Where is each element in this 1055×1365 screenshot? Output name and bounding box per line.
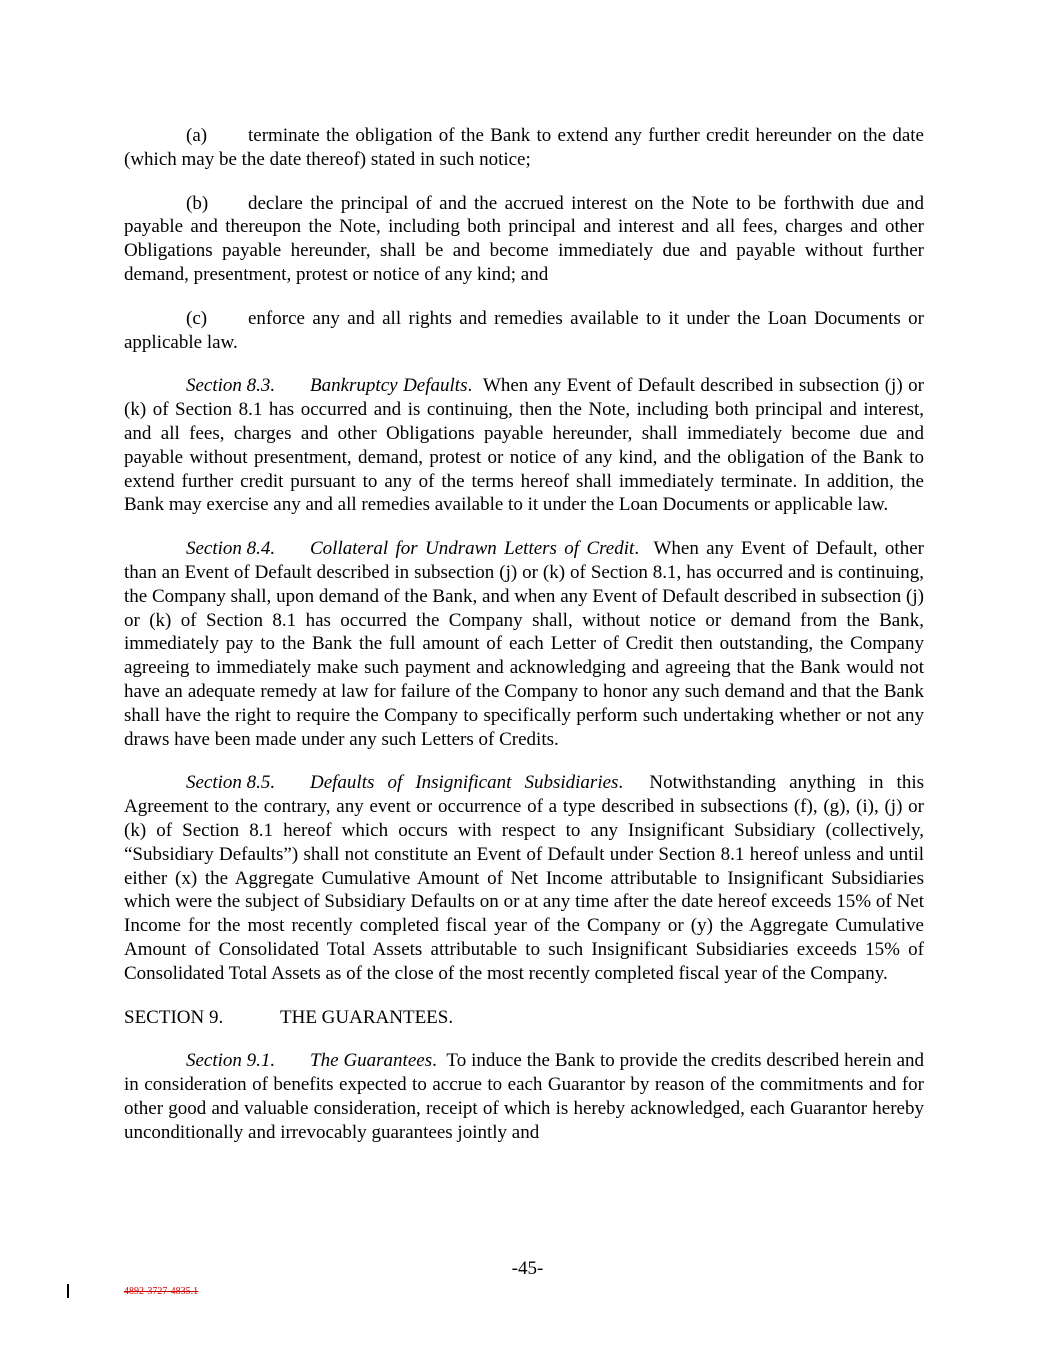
page-number: -45- [511,1258,544,1279]
section-title: Defaults of Insignificant Subsidiaries [310,772,619,794]
document-body [124,124,924,1164]
clause-label: (b) [186,192,209,214]
section-text: When any Event of Default, other than an Event of Default described in subsection (j) or (k) of Section 8.1, has occurred and is continuing, the Company shall, upon demand of the Bank, and when any Event of Default described in subsection (j) or (k) of Section 8.1 has occurred the Company shall, without notice or demand from the Bank, immediately pay to the Bank the full amount of each Letter of Credit then outstanding, the Company agreeing to immediately make such payment and acknowledging and agreeing that the Bank would not have an adequate remedy at law for failure of the Company to honor any such demand and that the Bank shall have the right to require the Company to specifically perform such undertaking whether or not any draws have been made under any such Letters of Credits. [124,538,924,750]
section-number: Section 9.1. [186,1050,276,1072]
section-text: Notwithstanding anything in this Agreement to the contrary, any event or occurrence of a type described in subsections (f), (g), (i), (j) or (k) of Section 8.1 hereof which occurs with respect to any Insignificant Subsidiary (collectively, “Subsidiary Defaults”) shall not constitute an Event of Default under Section 8.1 hereof unless and until either (x) the Aggregate Cumulative Amount of Net Income attributable to Insignificant Subsidiaries which were the subject of Subsidiary Defaults on or at any time after the date hereof exceeds 15% of Net Income for the most recently completed fiscal year of the Company or (y) the Aggregate Cumulative Amount of Consolidated Total Assets attributable to such Insignificant Subsidiaries exceeds 15% of Consolidated Total Assets as of the close of the most recently completed fiscal year of the Company. [124,772,924,984]
clause-text: enforce any and all rights and remedies available to it under the Loan Documents or applicable law. [124,307,924,353]
section-text: To induce the Bank to provide the credits described herein and in consideration of benefits expected to accrue to each Guarantor by reason of the commitments and for other good and valuable consideration, receipt of which is hereby acknowledged, each Guarantor hereby unconditionally and irrevocably guarantees jointly and [124,1050,925,1143]
section-9-1: Section 9.1. The Guarantees. To induce the Bank to provide the credits described herein and in consideration of benefits expected to accrue to each Guarantor by reason of the commitments and for other good and valuable consideration, receipt of which is hereby acknowledged, each Guarantor hereby unconditionally and irrevocably guarantees jointly and [124,1050,925,1143]
heading-title: THE GUARANTEES. [280,1006,454,1028]
document-id: 4892-3727-4835.1 [124,1286,199,1297]
section-number: Section 8.3. [186,375,276,397]
section-8-4: Section 8.4. Collateral for Undrawn Letters of Credit. When any Event of Default, other than an Event of Default described in subsection (j) or (k) of Section 8.1, has occurred and is continuing, the Company shall, upon demand of the Bank, and when any Event of Default described in subsection (j) or (k) of Section 8.1 has occurred the Company shall, without notice or demand from the Bank, immediately pay to the Bank the full amount of each Letter of Credit then outstanding, the Company agreeing to immediately make such payment and acknowledging and agreeing that the Bank would not have an adequate remedy at law for failure of the Company to honor any such demand and that the Bank shall have the right to require the Company to specifically perform such undertaking whether or not any draws have been made under any such Letters of Credits. [124,538,924,750]
section-8-3: Section 8.3. Bankruptcy Defaults. When any Event of Default described in subsection (j) or (k) of Section 8.1 has occurred and is continuing, then the Note, including both principal and interest, and all fees, charges and other Obligations payable hereunder, shall immediately become due and payable without presentment, demand, protest or notice of any kind, and the obligation of the Bank to extend further credit pursuant to any of the terms hereof shall immediately terminate. In addition, the Bank may exercise any and all remedies available to it under the Loan Documents or applicable law. [124,375,924,516]
clause-text: declare the principal of and the accrued interest on the Note to be forthwith due and payable and thereupon the Note, including both principal and interest and all fees, charges and other Obligations payable hereunder, shall be and become immediately due and payable without further demand, presentment, protest or notice of any kind; and [124,192,924,285]
clause-b [124,192,924,287]
section-title: Collateral for Undrawn Letters of Credit [310,538,635,560]
clause-a [124,124,924,172]
section-8-5: Section 8.5. Defaults of Insignificant Subsidiaries. Notwithstanding anything in this Agreement to the contrary, any event or occurrence of a type described in subsections (f), (g), (i), (j) or (k) of Section 8.1 hereof which occurs with respect to any Insignificant Subsidiary (collectively, “Subsidiary Defaults”) shall not constitute an Event of Default under Section 8.1 hereof unless and until either (x) the Aggregate Cumulative Amount of Net Income attributable to Insignificant Subsidiaries which were the subject of Subsidiary Defaults on or at any time after the date hereof exceeds 15% of Net Income for the most recently completed fiscal year of the Company or (y) the Aggregate Cumulative Amount of Consolidated Total Assets attributable to such Insignificant Subsidiaries exceeds 15% of Consolidated Total Assets as of the close of the most recently completed fiscal year of the Company. [124,772,924,984]
section-title: Bankruptcy Defaults [310,375,468,397]
section-number: Section 8.5. [186,772,276,794]
heading-number: SECTION 9. [124,1006,224,1028]
section-text: When any Event of Default described in subsection (j) or (k) of Section 8.1 has occurred and is continuing, then the Note, including both principal and interest, and all fees, charges and other Obligations payable hereunder, shall immediately become due and payable without presentment, demand, protest or notice of any kind, and the obligation of the Bank to extend further credit pursuant to any of the terms hereof shall immediately terminate. In addition, the Bank may exercise any and all remedies available to it under the Loan Documents or applicable law. [124,375,924,516]
clause-label: (a) [186,125,208,146]
section-number: Section 8.4. [186,538,276,560]
revision-change-bar [67,1284,69,1298]
section-9-heading [124,1006,924,1030]
clause-label: (c) [186,307,208,329]
clause-c [124,307,924,355]
section-title: The Guarantees [310,1050,433,1072]
clause-text: terminate the obligation of the Bank to extend any further credit hereunder on the date (which may be the date thereof) stated in such notice; [124,125,924,170]
